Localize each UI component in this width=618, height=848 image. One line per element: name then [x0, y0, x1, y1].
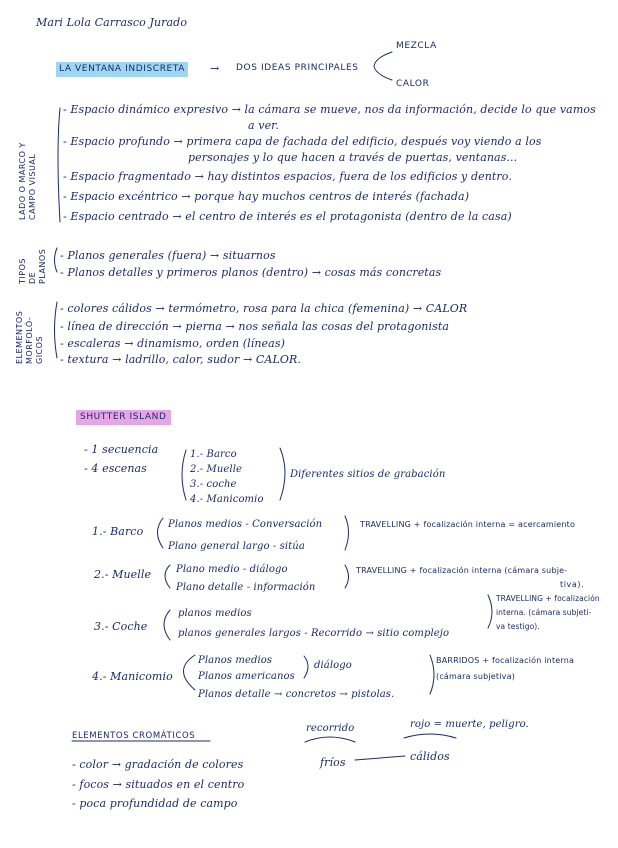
scene-coche-b: planos generales largos - Recorrido → sitio complejo: [178, 628, 450, 639]
crom-item: - poca profundidad de campo: [72, 797, 238, 810]
list-item: a ver.: [248, 119, 279, 132]
brace-lado: [58, 108, 60, 222]
brace-diferentes: [280, 448, 285, 500]
scene-muelle-b: Plano detalle - información: [176, 582, 316, 593]
crom-item: - color → gradación de colores: [72, 758, 244, 771]
brace-elementos: [55, 302, 58, 358]
arrow-frios-calidos: [355, 756, 405, 760]
lado-label: LADO O MARCO Y CAMPO VISUAL: [18, 142, 37, 220]
secuencia: - 1 secuencia: [84, 443, 159, 456]
list-item: - colores cálidos → termómetro, rosa para la chica (femenina) → CALOR: [60, 302, 468, 315]
escenas: - 4 escenas: [84, 462, 147, 475]
brace-barco-left: [158, 518, 164, 548]
scene-manicomio-result-1: BARRIDOS + focalización interna: [436, 656, 575, 665]
diferentes-sitios: Diferentes sitios de grabación: [290, 469, 446, 480]
elementos-label: ELEMENTOS MORFOLÓ- GICOS: [15, 310, 44, 364]
brace-tipos: [55, 248, 58, 272]
list-item: - Planos detalles y primeros planos (dentro) → cosas más concretas: [60, 266, 442, 279]
brace-barco-right: [345, 516, 349, 550]
scene-barco-label: 1.- Barco: [92, 525, 144, 538]
brace-muelle-right: [345, 565, 349, 588]
scene-manicomio-c: Planos detalle → concretos → pistolas.: [198, 689, 395, 700]
idea-calor: CALOR: [396, 79, 430, 89]
title-shutter-island: SHUTTER ISLAND: [76, 410, 171, 425]
escena-3: 3.- coche: [190, 479, 237, 490]
scene-muelle-result-1: TRAVELLING + focalización interna (cámara subje-: [356, 566, 568, 575]
scene-manicomio-b: Planos americanos: [198, 671, 295, 682]
brace-ideas: [374, 52, 392, 80]
cromaticos-title: ELEMENTOS CROMÁTICOS: [72, 731, 196, 741]
scene-muelle-label: 2.- Muelle: [94, 568, 152, 581]
frios-label: fríos: [320, 756, 346, 769]
calidos-label: cálidos: [410, 750, 450, 763]
brace-muelle-left: [165, 565, 170, 588]
list-item: - línea de dirección → pierna → nos señala las cosas del protagonista: [60, 320, 450, 333]
dos-ideas: DOS IDEAS PRINCIPALES: [236, 63, 359, 73]
brace-manicomio-right: [430, 655, 434, 694]
scene-coche-result-2: interna. (cámara subjeti-: [496, 608, 592, 617]
brace-coche-left: [164, 610, 170, 640]
title-ventana-indiscreta: LA VENTANA INDISCRETA: [56, 62, 188, 77]
brace-rojo: [404, 734, 456, 738]
list-item: - Espacio fragmentado → hay distintos espacios, fuera de los edificios y dentro.: [63, 170, 512, 183]
scene-barco-result: TRAVELLING + focalización interna = acercamiento: [360, 520, 576, 529]
scene-coche-result-3: va testigo).: [496, 622, 540, 631]
scene-manicomio-result-2: (cámara subjetiva): [436, 672, 516, 681]
scene-barco-a: Planos medios - Conversación: [168, 519, 323, 530]
arrow: →: [210, 62, 220, 75]
list-item: - Espacio excéntrico → porque hay muchos centros de interés (fachada): [63, 190, 470, 203]
list-item: personajes y lo que hacen a través de puertas, ventanas...: [188, 151, 518, 164]
scene-coche-result-1: TRAVELLING + focalización: [496, 594, 600, 603]
idea-mezcla: MEZCLA: [396, 41, 437, 51]
scene-barco-b: Plano general largo - sitúa: [168, 541, 305, 552]
brace-manicomio-mid: [304, 656, 308, 678]
scene-muelle-a: Plano medio - diálogo: [176, 564, 288, 575]
recorrido-label: recorrido: [306, 723, 355, 734]
brace-escenas: [182, 450, 186, 500]
scene-manicomio-a: Planos medios: [198, 655, 273, 666]
brace-recorrido: [305, 737, 355, 742]
scene-manicomio-d: diálogo: [314, 660, 352, 671]
scene-manicomio-label: 4.- Manicomio: [92, 670, 173, 683]
list-item: - Espacio centrado → el centro de interés es el protagonista (dentro de la casa): [63, 210, 512, 223]
list-item: - Planos generales (fuera) → situarnos: [60, 249, 276, 262]
scene-muelle-result-2: tiva).: [560, 580, 585, 589]
list-item: - Espacio dinámico expresivo → la cámara se mueve, nos da información, decide lo que vamos: [63, 103, 596, 116]
scene-coche-a: planos medios: [178, 608, 252, 619]
brace-coche-right: [488, 595, 492, 628]
list-item: - Espacio profundo → primera capa de fachada del edificio, después voy viendo a los: [63, 135, 542, 148]
scene-coche-label: 3.- Coche: [94, 620, 148, 633]
rojo-note: rojo = muerte, peligro.: [410, 719, 529, 730]
author-name: Mari Lola Carrasco Jurado: [36, 16, 188, 29]
tipos-label: TIPOS DE PLANOS: [18, 248, 47, 284]
list-item: - textura → ladrillo, calor, sudor → CALOR.: [60, 353, 301, 366]
escena-1: 1.- Barco: [190, 449, 237, 460]
crom-item: - focos → situados en el centro: [72, 778, 245, 791]
brace-manicomio-left: [184, 655, 196, 690]
list-item: - escaleras → dinamismo, orden (líneas): [60, 337, 285, 350]
escena-2: 2.- Muelle: [190, 464, 243, 475]
escena-4: 4.- Manicomio: [190, 494, 264, 505]
